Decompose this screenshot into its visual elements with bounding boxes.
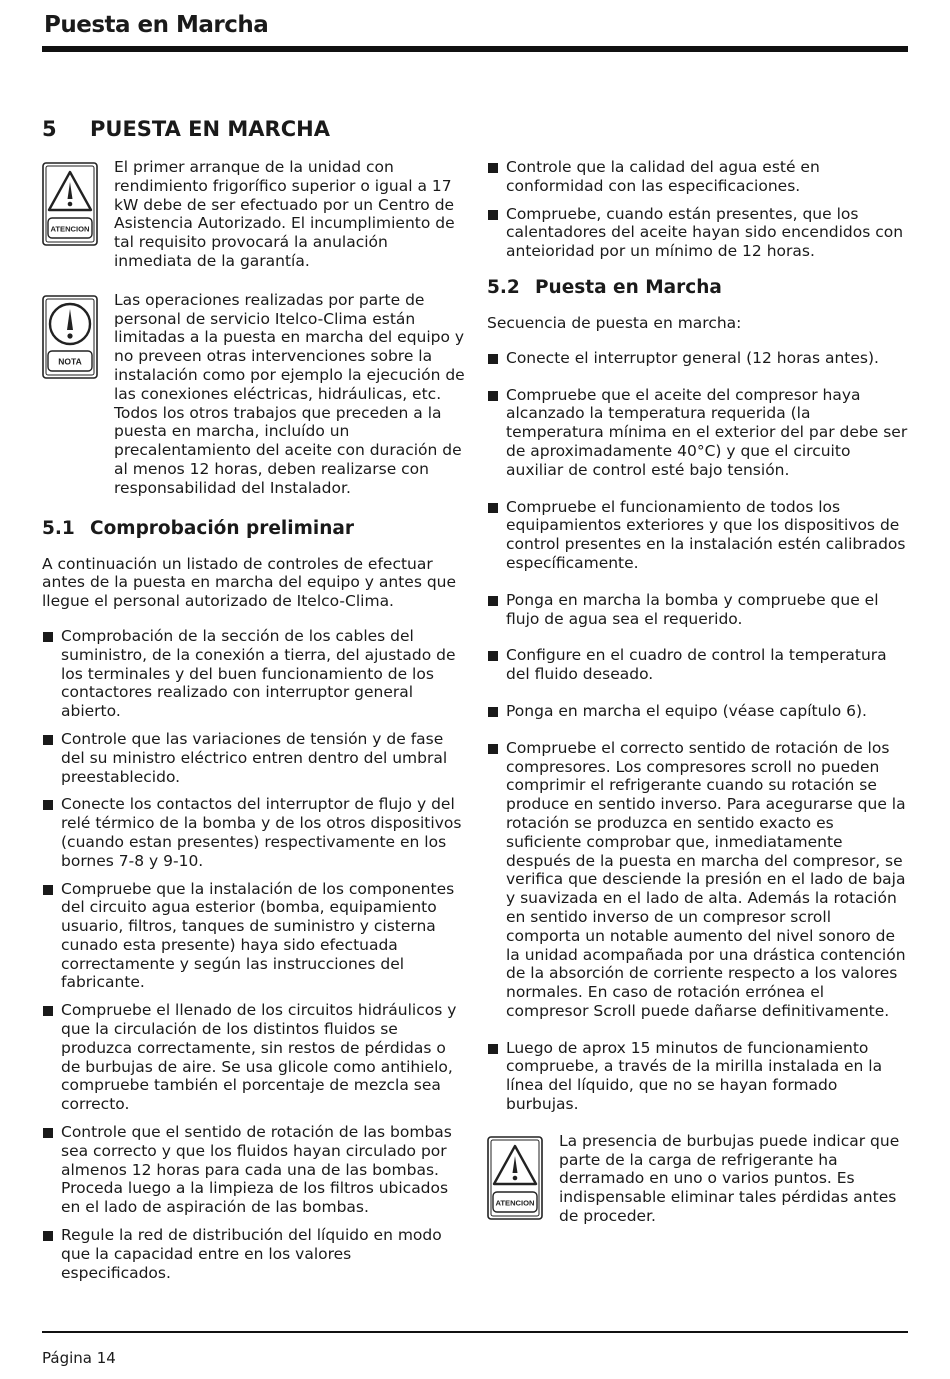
list-item: Ponga en marcha el equipo (véase capítulo 6).: [487, 702, 910, 721]
warning-text-1: El primer arranque de la unidad con rendimiento frigorífico superior o igual a 17 kW debe de ser efectuado por un Centro de Asistencia Autorizado. El incumplimiento de tal requisito provocará la anulación inmediata de la garantía.: [114, 158, 455, 270]
warning-block-2: [487, 1132, 910, 1226]
left-column: [42, 158, 465, 1291]
note-block-1: [42, 291, 465, 498]
list-item: Conecte el interruptor general (12 horas antes).: [487, 349, 910, 368]
list-item: Compruebe que el aceite del compresor haya alcanzado la temperatura requerida (la temperatura mínima en el exterior del par debe ser de aproximadamente 40°C) y que el circuito auxiliar de control esté bajo tensión.: [487, 386, 910, 480]
chapter-heading: [42, 117, 330, 141]
section-heading-5-1: [42, 518, 465, 539]
page-number: Página 14: [42, 1349, 116, 1367]
page-header: [42, 12, 908, 52]
startup-sequence-list: [487, 349, 910, 1114]
list-item: Luego de aprox 15 minutos de funcionamiento compruebe, a través de la mirilla instalada en la línea del líquido, que no se hayan formado burbujas.: [487, 1039, 910, 1114]
warning-triangle-icon: [487, 1136, 543, 1220]
section-title: Comprobación preliminar: [90, 517, 354, 539]
section-intro: A continuación un listado de controles de efectuar antes de la puesta en marcha del equipo y antes que llegue el personal autorizado de Itelco-Clima.: [42, 554, 457, 611]
list-item: Configure en el cuadro de control la temperatura del fluido deseado.: [487, 646, 910, 684]
checklist-5-1: [42, 627, 465, 1283]
note-icon-label: NOTA: [58, 356, 82, 367]
list-item: Compruebe que la instalación de los componentes del circuito agua esterior (bomba, equipamiento usuario, filtros, tanques de suministro y cisterna cunado esta presente) haya sido efectuada correctamente y según las instrucciones del fabricante.: [42, 880, 465, 993]
page-footer: [42, 1331, 908, 1367]
section-intro: Secuencia de puesta en marcha:: [487, 313, 742, 332]
list-item: Controle que el sentido de rotación de las bombas sea correcto y que los fluidos hayan circulado por almenos 12 horas para cada una de las bombas. Proceda luego a la limpieza de los filtros ubicados en el lado de aspiración de las bombas.: [42, 1123, 465, 1217]
section-number: 5.2: [487, 276, 520, 298]
list-item: Compruebe el correcto sentido de rotación de los compresores. Los compresores scroll no pueden comprimir el refrigerante cuando su rotación se produce en sentido inverso. Para acegurarse que la rotación se produzca en sentido exacto es suficiente comprobar que, inmediatamente después de la puesta en marcha del compresor, se verifica que desciende la presión en el lado de baja y suavizada en el lado de alta. Además la rotación en sentido inverso de un compresor scroll comporta un notable aumento del nivel sonoro de la unidad acompañada por una drástica contención de la absorción de corriente respecto a los valores normales. En caso de rotación errónea el compresor Scroll puede dañarse definitivamente.: [487, 739, 910, 1021]
right-column: [487, 158, 910, 1246]
list-item: Controle que las variaciones de tensión y de fase del su ministro eléctrico entren dentro del umbral preestablecido.: [42, 730, 465, 786]
header-rule: [42, 46, 908, 52]
list-item: Ponga en marcha la bomba y compruebe que el flujo de agua sea el requerido.: [487, 591, 910, 629]
warning-icon-label: ATENCION: [495, 1198, 535, 1208]
section-heading-5-2: [487, 277, 910, 298]
section-title: Puesta en Marcha: [535, 276, 722, 298]
list-item: Compruebe el funcionamiento de todos los equipamientos exteriores y que los dispositivos de control presentes en la instalación estén calibrados específicamente.: [487, 498, 910, 573]
list-item: Regule la red de distribución del líquido en modo que la capacidad entre en los valores especificados.: [42, 1226, 465, 1282]
list-item: Conecte los contactos del interruptor de flujo y del relé térmico de la bomba y de los otros dispositivos (cuando estan presentes) respectivamente en los bornes 7-8 y 9-10.: [42, 795, 465, 870]
list-item: Compruebe el llenado de los circuitos hidráulicos y que la circulación de los distintos fluidos se produzca correctamente, sin restos de pérdidas o de burbujas de aire. Se usa glicole como antihielo, compruebe también el porcentaje de mezcla sea correcto.: [42, 1001, 465, 1114]
note-text-1: Las operaciones realizadas por parte de personal de servicio Itelco-Clima están limitadas a la puesta en marcha del equipo y no preveen otras intervenciones sobre la instalación como por ejemplo la ejecución de las conexiones eléctricas, hidráulicas, etc. Todos los otros trabajos que preceden a la puesta en marcha, incluído un precalentamiento del aceite con duración de al menos 12 horas, deben realizarse con responsabilidad del Instalador.: [114, 290, 465, 497]
warning-text-2: La presencia de burbujas puede indicar que parte de la carga de refrigerante ha derramado en uno o varios puntos. Es indispensable eliminar tales pérdidas antes de proceder.: [559, 1131, 900, 1226]
list-item: Controle que la calidad del agua esté en conformidad con las especificaciones.: [487, 158, 910, 196]
warning-icon-label: ATENCION: [50, 224, 90, 234]
list-item: Comprobación de la sección de los cables del suministro, de la conexión a tierra, del ajustado de los terminales y del buen funcionamiento de los contactores realizado con interruptor general abierto.: [42, 627, 465, 721]
chapter-number: 5: [42, 117, 57, 141]
note-exclamation-icon: [42, 295, 98, 379]
footer-rule: [42, 1331, 908, 1333]
warning-block-1: [42, 158, 465, 271]
list-item: Compruebe, cuando están presentes, que los calentadores del aceite hayan sido encendidos con anteioridad por un mínimo de 12 horas.: [487, 205, 910, 261]
warning-triangle-icon: [42, 162, 98, 246]
chapter-title: PUESTA EN MARCHA: [90, 117, 330, 141]
checklist-5-1-continued: [487, 158, 910, 261]
page-header-title: Puesta en Marcha: [44, 12, 269, 38]
section-number: 5.1: [42, 517, 75, 539]
